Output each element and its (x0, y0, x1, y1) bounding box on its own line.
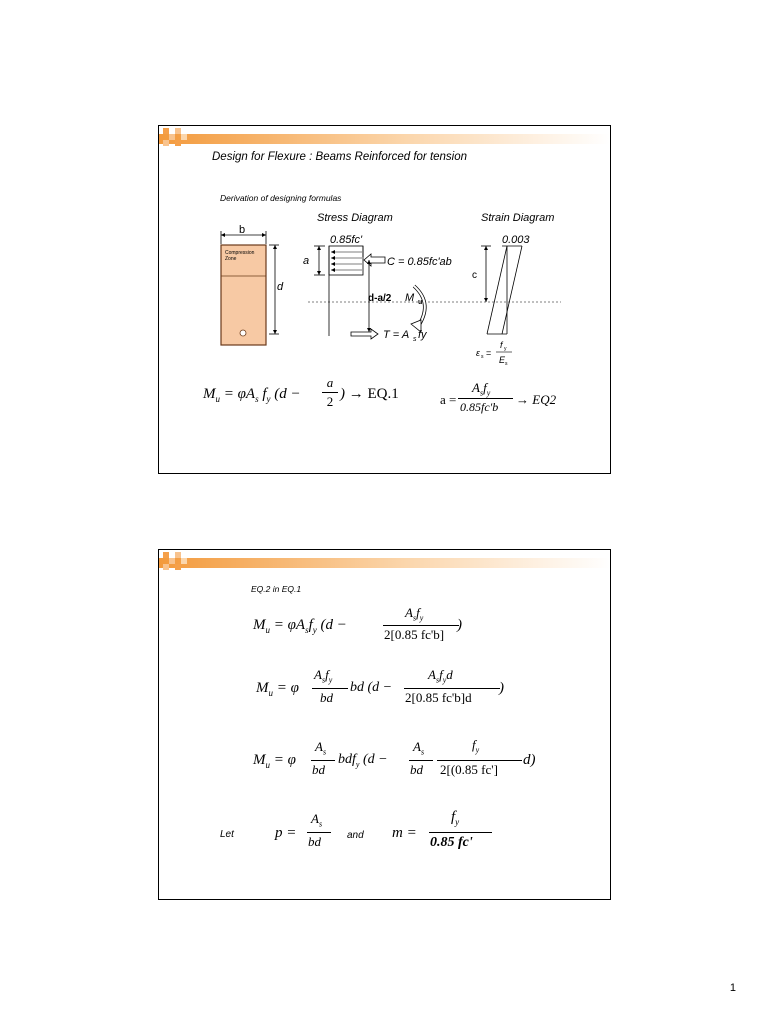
moment-subscript: u (418, 299, 423, 306)
beam-depth-label: d (277, 281, 284, 293)
compression-force-arrow (364, 254, 385, 266)
strain-diagram-label: Strain Diagram (481, 212, 555, 224)
m-denominator: 0.85 fc' (430, 835, 473, 850)
eq1-tail: ) → EQ.1 (340, 386, 399, 402)
slide-header-band (159, 550, 610, 574)
equation-c-num3: $f_y$ (472, 737, 480, 755)
steel-strain-num: f (500, 340, 503, 350)
equation-c-num2: $A_s$ (413, 739, 425, 757)
equation-1: $M_u = \varphi A_s$ $f_y$ (d − (203, 386, 301, 404)
let-label: Let (220, 829, 234, 840)
eq2-arrow: → EQ2 (516, 392, 557, 407)
p-denominator: bd (308, 834, 321, 849)
strain-line (487, 246, 507, 334)
beam-diagrams (159, 126, 610, 473)
steel-strain-eq: = (486, 348, 492, 358)
eq2-denominator: 0.85fc'b (460, 400, 499, 414)
equation-b-num2: $A_sf_yd$ (428, 667, 453, 685)
equation-b-den2: 2[0.85 fc'b]d (405, 690, 472, 705)
beam-width-label: b (239, 224, 246, 236)
equation-c-den2: bd (410, 762, 423, 777)
equation-a-num: $A_sf_y$ (405, 605, 424, 623)
equation-a-den: 2[0.85 fc'b] (384, 627, 445, 642)
rebar-circle (240, 330, 246, 336)
slide-subtitle: Derivation of designing formulas (220, 193, 342, 203)
steel-strain-num-sub: y (504, 346, 507, 352)
tension-force-arrow (351, 329, 378, 339)
equation-c-den3: 2[(0.85 fc'] (440, 762, 498, 777)
steel-strain-lhs: ε (476, 348, 480, 358)
neutral-axis-label: c (472, 270, 477, 281)
p-lhs: p = (275, 825, 297, 841)
p-numerator: $A_s$ (311, 811, 323, 829)
page-number: 1 (729, 982, 736, 994)
tension-subscript: s (413, 336, 417, 343)
compression-force-label: C = 0.85fc'ab (387, 256, 452, 268)
m-numerator: $f_y$ (451, 809, 460, 827)
stress-diagram-label: Stress Diagram (317, 212, 393, 224)
equation-a-close: ) (457, 617, 462, 633)
equation-c-num1: $A_s$ (315, 739, 327, 757)
block-depth-label: a (303, 255, 310, 267)
eq2-lhs: a = (440, 392, 457, 407)
slide2-header: EQ.2 in EQ.1 (251, 584, 302, 594)
slide-1 (158, 125, 611, 474)
equation-b-mid: bd (d − (350, 680, 393, 695)
steel-strain-den-sub: s (505, 361, 508, 367)
eq2-numerator: $A_sf_y$ (472, 380, 491, 398)
equation-b-close: ) (499, 680, 504, 696)
eq1-fraction-num: a (326, 375, 334, 390)
lever-arm-label: d-a/2 (368, 293, 392, 304)
compression-zone-line2: Zone (225, 256, 237, 262)
tension-prefix: T = A (383, 329, 410, 341)
equation-b-den1: bd (320, 690, 333, 705)
and-label: and (347, 830, 364, 841)
equation-c-left: $M_u = \varphi$ (253, 752, 296, 770)
m-lhs: m = (392, 825, 417, 841)
compression-zone-line1: Compression (225, 250, 255, 256)
equation-c-close: d) (523, 752, 536, 768)
equation-b-left: $M_u = \varphi$ (256, 680, 299, 698)
slide-2 (158, 549, 611, 900)
equation-c-mid: bdf$_y$ (d − (338, 752, 388, 769)
equation-a-left: $M_u = \varphi A_sf_y$ (d − (253, 617, 347, 635)
equation-c-den1: bd (312, 762, 325, 777)
stress-label: 0.85fc' (330, 234, 363, 246)
moment-label: M (405, 292, 415, 304)
eq1-fraction-den: 2 (326, 394, 334, 409)
slide-title: Design for Flexure : Beams Reinforced for tension (212, 151, 468, 163)
equation-b-num1: $A_sf_y$ (314, 667, 333, 685)
steel-strain-sub: s (481, 354, 484, 360)
tension-suffix: fy (418, 329, 427, 341)
top-strain-label: 0.003 (502, 234, 530, 246)
steel-strain-den: E (499, 355, 506, 365)
